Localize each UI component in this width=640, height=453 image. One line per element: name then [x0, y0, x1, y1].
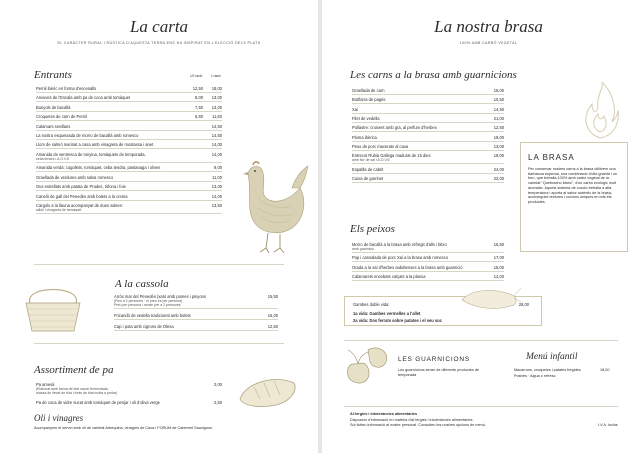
carn-item-name: Espatlla de cabrit: [352, 166, 384, 172]
iva-note: I.V.A. inclòs: [598, 423, 618, 427]
entrant-item-half: 6,50: [195, 114, 203, 120]
carn-item-name: Botifarra de pagès: [352, 97, 386, 103]
row-divider: [36, 111, 222, 112]
entrants-title: Entrants: [34, 69, 72, 81]
peixos-title: Els peixos: [350, 223, 395, 235]
alergies-title: Al·lèrgies i intoleràncies alimentàries: [350, 412, 418, 416]
carn-item: [352, 153, 472, 162]
entrant-item-full: 14,00: [211, 151, 222, 157]
cassola-item-note: (Fins a 2 persones · el preu és per persona): [114, 299, 183, 303]
row-divider: [352, 271, 504, 272]
pa-item-name: Pa amesà: [36, 382, 55, 387]
peix-item-name: Orada a la sal d'herbes aubdtenses a la brasa amb guarnició: [352, 264, 463, 270]
peix-item: [352, 255, 482, 260]
row-divider: [36, 181, 222, 182]
pa-title: Assortiment de pa: [34, 364, 114, 376]
entrant-item-full: 11,00: [212, 174, 222, 180]
cassola-item: [114, 294, 264, 307]
hen-illustration-icon: [236, 158, 310, 258]
gambes-title: Gambes doble vida:: [353, 302, 390, 307]
pa-item-note: (Elaborat amb farina de blat sarrai fermentada,: [36, 387, 109, 391]
peix-item-price: 16,50: [493, 242, 504, 247]
cassola-item-note2: Preu per persona i mínim per a 2 persones: [114, 303, 181, 308]
peix-item: [352, 274, 482, 279]
row-divider: [352, 141, 504, 142]
row-divider: [352, 113, 504, 114]
peix-item-price: 15,00: [493, 264, 504, 270]
carn-item-name: Entrecot Rubia Gallega madurat de 15 dies: [352, 153, 431, 159]
entrant-item: [36, 152, 186, 161]
carn-item-name: Filet de vedella: [352, 115, 380, 121]
guarnicions-title: LES GUARNICIONS: [398, 356, 470, 363]
entrant-item-full: 13,00: [211, 95, 222, 101]
gambes-line2: 2a vida: Dos ferrats sobre patates i el seu suc: [353, 318, 442, 323]
entrant-item-full: 13,00: [211, 104, 222, 110]
left-page: [0, 0, 318, 453]
entrant-item-name: La nostra esqueixada de morro de bacallà amb romesco: [36, 133, 139, 138]
gambes-line1: 1a vida: Gambes vermelles a l'allet: [353, 311, 421, 316]
entrant-item-full: 9,00: [214, 165, 222, 171]
entrant-item-name: Graellada de verdures amb salsa romesco: [36, 174, 114, 180]
cassola-item-name: Fricandó de vedella tradicional amb bolets: [114, 313, 191, 319]
alergies-line2: Sol·liciteu informació al nostre personal. Consulteu les nostres opcions de menú.: [350, 423, 486, 427]
entrant-item-name: Ous estrellats amb patata de Prades, tòfona i foie: [36, 184, 126, 190]
la-brasa-title: LA BRASA: [528, 153, 575, 162]
entrant-item-full: 13,00: [211, 184, 222, 190]
row-divider: [114, 330, 278, 331]
carn-item: [352, 107, 472, 112]
entrant-item-full: 13,50: [211, 203, 222, 208]
row-divider: [36, 200, 222, 201]
carn-item: [352, 88, 472, 93]
pa-item-price: 2,00: [214, 382, 222, 387]
divider: [34, 264, 284, 265]
entrant-item-note: allioli i vinagreta de tomàquet: [36, 208, 82, 212]
entrant-item: [36, 184, 186, 189]
carn-item-name: Ploma ibèrica: [352, 134, 377, 140]
entrant-item: [36, 165, 186, 170]
carn-item: [352, 125, 472, 130]
guarnicions-text: Les guarnicions seran de diferents productes de temporada: [398, 368, 480, 377]
carn-item-name: Peus de porc macerats al cava: [352, 143, 409, 149]
row-divider: [352, 150, 504, 151]
entrant-item-full: 14,50: [211, 133, 222, 138]
entrant-item-name: Llom de salmó marinat a casa amb vinagreta de mostassa i anet: [36, 142, 154, 148]
entrant-item-name: Pernil ibèric en forma d'encenalls: [36, 86, 97, 91]
bread-illustration-icon: [236, 371, 300, 411]
entrant-item-name: Bunyols de bacallà: [36, 104, 71, 110]
peix-item-name: Calamarets encebats calçats a la planxa: [352, 273, 426, 279]
carn-item-price: 14,50: [493, 106, 504, 112]
peix-item: [352, 242, 482, 251]
entrant-item-half: 7,50: [195, 104, 203, 110]
carn-item: [352, 176, 472, 181]
row-divider: [352, 173, 504, 174]
row-divider: [36, 213, 222, 214]
carn-item-price: 15,00: [493, 88, 504, 93]
carn-item: [352, 167, 472, 172]
carn-item-price: 19,00: [493, 153, 504, 159]
entrant-item: [36, 114, 186, 119]
row-divider: [352, 122, 504, 123]
cassola-item: [114, 313, 264, 318]
entrant-item: [36, 203, 186, 212]
carn-item-price: 10,50: [493, 97, 504, 103]
peix-item-name: Pop i cansalada de porc Xai a la brasa amb romesco: [352, 255, 449, 261]
carn-item-name: Pollastre: cruixent amb gra, al perfum d'herbes: [352, 125, 437, 131]
entrant-item: [36, 95, 186, 100]
carn-item-price: 22,00: [493, 175, 504, 181]
carn-item-name: Xai: [352, 106, 358, 112]
peix-item-price: 14,00: [493, 273, 504, 279]
divider: [344, 406, 618, 407]
entrant-item: [36, 175, 186, 180]
pa-item: [36, 382, 206, 395]
row-divider: [352, 131, 504, 132]
right-page: [322, 0, 640, 453]
entrant-item-name: Canelò de gall del Penedès amb bolets a la crema: [36, 193, 128, 199]
entrant-item-full: 14,00: [211, 142, 222, 148]
entrant-item: [36, 105, 186, 110]
entrant-item-name: Amanida verda: cogollets, tomàquet, ceba tendra, pastanaga i olives: [36, 165, 161, 171]
carn-item: [352, 116, 472, 121]
cassola-pot-illustration-icon: [22, 283, 84, 335]
row-divider: [36, 92, 222, 93]
entrant-item-half: 12,50: [192, 86, 203, 91]
carn-item-price: 24,00: [493, 166, 504, 172]
gambes-price: 28,00: [518, 302, 529, 307]
la-brasa-text: Per conservar nostres carns a la brasa utilitzem una barbacoa especial, una combinació d'olla graella i un forn, que treballa 100% amb carbó vegetal de la varietat "Quebracho blanc", d'un carbó ecològic molt aromàtic. Aquest sistema de cocció treballa a alta temperatura i aporta al sabor autèntic de la brasa, aconseguint textures i cocions úniques en tots els productes.: [528, 167, 617, 204]
olis-text: Acompanyem el servei amb oli de varietat Arbequina, vinagres de Cava i FORUM de Cabernet Sauvignon.: [34, 426, 214, 430]
entrant-item: [36, 86, 186, 91]
entrant-item-full: 14,50: [211, 123, 222, 129]
divider: [34, 343, 284, 344]
infantil-text: Macarrons, croquetes i patates fregides: [514, 368, 581, 372]
row-divider: [352, 182, 504, 183]
carta-title: La carta: [129, 17, 189, 36]
cassola-item-price: 15,50: [267, 294, 278, 299]
carn-item-price: 13,00: [493, 143, 504, 149]
entrant-item-name: Amanida de ventresca de tonyina, tomàquets de temporada,: [36, 151, 146, 157]
flame-illustration-icon: [580, 82, 620, 140]
pa-item-name: Pa de coca de vidre sucat amb tomàquet de penjar i oli d'oliva verge: [36, 400, 160, 406]
la-brasa-box: [520, 142, 628, 252]
cassola-item: [114, 324, 264, 329]
carn-item: [352, 135, 472, 140]
entrant-item-full: 14,00: [211, 193, 222, 199]
carns-title: Les carns a la brasa amb guarnicions: [350, 69, 517, 81]
peix-item: [352, 265, 482, 270]
carn-item-name: Cuixa de garrinet: [352, 175, 384, 181]
row-divider: [36, 120, 222, 121]
cassola-item-price: 16,00: [267, 313, 278, 319]
brasa-title: La nostra brasa: [434, 17, 543, 36]
vegetables-illustration-icon: [342, 344, 394, 388]
peix-item-name: Morro de bacallà a la brasa amb refregit d'alls i bitxo: [352, 242, 447, 247]
entrant-item: [36, 124, 186, 129]
row-divider: [36, 139, 222, 140]
entrant-item-name: Calamars sevillans: [36, 123, 71, 129]
col-full-ration: 1 ració: [211, 74, 221, 78]
olis-title: Oli i vinagres: [34, 413, 84, 423]
row-divider: [352, 252, 504, 253]
row-divider: [36, 171, 222, 172]
row-divider: [352, 163, 504, 164]
row-divider: [114, 319, 278, 320]
entrant-item-note: ceba tendra i A.O.V.E: [36, 156, 70, 161]
row-divider: [352, 280, 504, 281]
pa-item-price: 2,50: [214, 400, 222, 406]
infantil-price: 18,00: [600, 368, 610, 372]
entrant-item: [36, 194, 186, 199]
peix-item-price: 17,00: [493, 255, 504, 261]
alergies-line1: Disposem d'informació en matèria d'al·lèrgies i intoleràncies alimentàries.: [350, 418, 474, 422]
row-divider: [36, 190, 222, 191]
entrant-item-name: Anxoves de l'Escala amb pa de coca amb tomàquet: [36, 95, 131, 101]
row-divider: [352, 103, 504, 104]
row-divider: [36, 148, 222, 149]
row-divider: [114, 308, 278, 309]
carn-item-price: 19,00: [493, 134, 504, 140]
carn-item-price: 21,00: [493, 115, 504, 121]
infantil-text2: Postres · Aigua o refresc: [514, 374, 556, 378]
entrant-item-half: 8,00: [195, 95, 203, 101]
pa-item-note2: massa de llevat de blat i fonts de blat molta a pedra): [36, 391, 118, 396]
peix-item-note: amb guarnició: [352, 247, 374, 251]
carn-item-name: Graellada de carn: [352, 88, 385, 93]
row-divider: [36, 101, 222, 102]
brasa-subtitle: 100% AMB CARBÓ VEGETAL: [459, 41, 518, 45]
entrant-item-full: 11,50: [212, 114, 222, 120]
shrimp-illustration-icon: [458, 284, 522, 314]
cassola-item-name: Arròs mar del Penedès (xató amb pomes i pinyons: [114, 294, 206, 299]
divider: [344, 340, 618, 341]
carn-item-price: 12,50: [493, 125, 504, 131]
col-half-ration: 1/2 ració: [190, 74, 203, 78]
entrant-item-name: Croquetes de carn de Pernil: [36, 114, 87, 120]
carn-item: [352, 97, 472, 102]
pa-item: [36, 400, 206, 405]
cassola-title: A la cassola: [115, 278, 169, 290]
row-divider: [36, 162, 222, 163]
row-divider: [352, 261, 504, 262]
carn-item-note: amb flor de sal i A.O.V.E: [352, 158, 390, 163]
cassola-item-price: 12,50: [267, 324, 278, 330]
entrant-item-full: 18,00: [211, 86, 222, 91]
carn-item: [352, 144, 472, 149]
entrant-item: [36, 142, 186, 147]
row-divider: [352, 94, 504, 95]
cassola-item-name: Cap i pota amb cigrons de Olesa: [114, 324, 174, 330]
carta-subtitle: EL CARÀCTER RURAL I RÚSTICA D'AQUESTA TERRA ENS HA INSPIRAT EN L'ELECCIÓ DELS PLATS: [57, 41, 261, 45]
row-divider: [36, 130, 222, 131]
infantil-title: Menú infantil: [526, 352, 578, 362]
entrant-item: [36, 133, 186, 138]
entrant-item-name: Cargols a la llauna acompanyat de dues salses:: [36, 203, 123, 208]
